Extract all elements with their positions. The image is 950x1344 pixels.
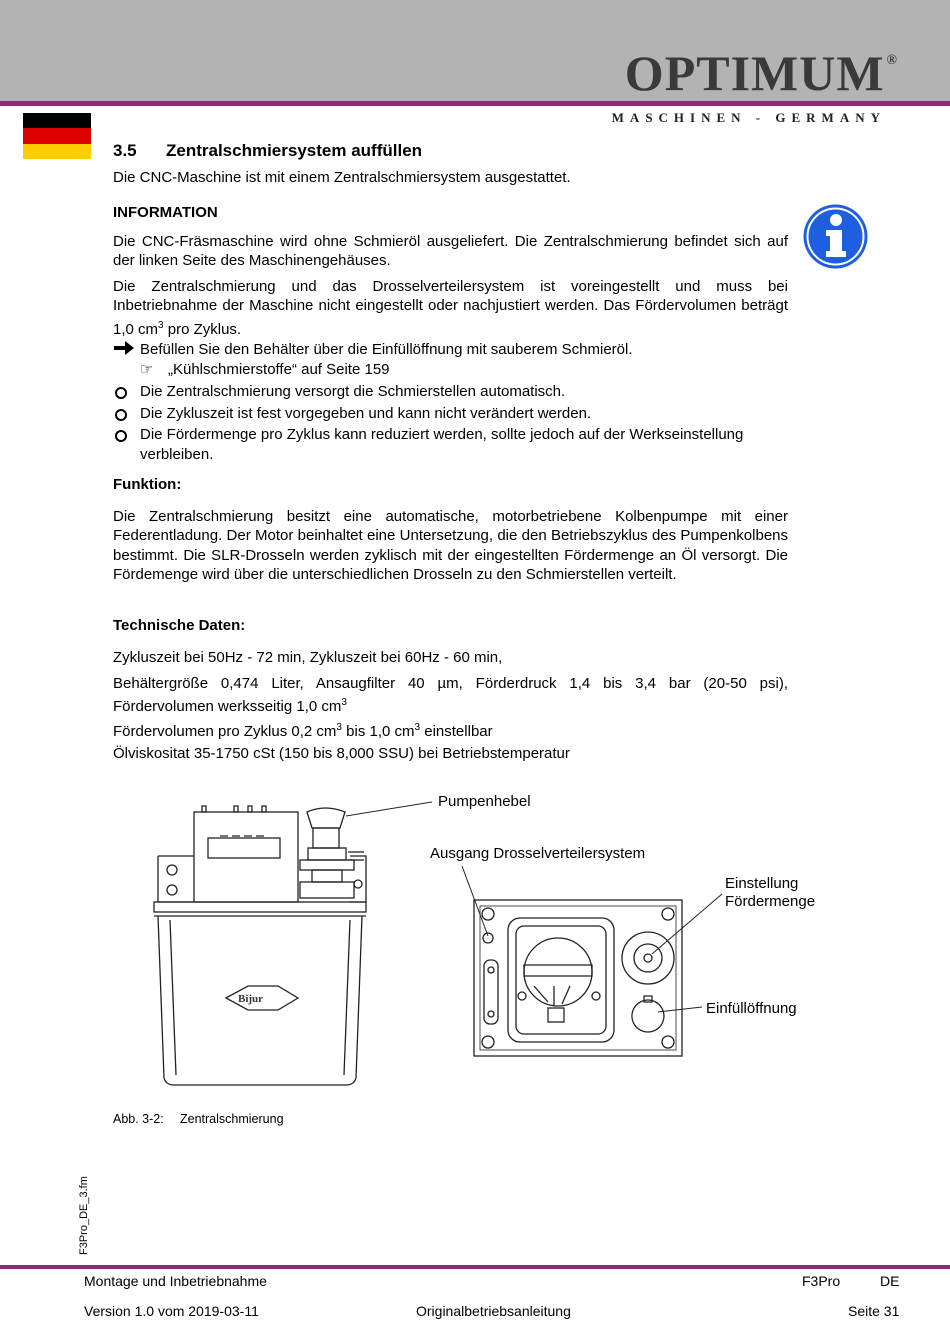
label-einfuelloeffnung: Einfüllöffnung: [706, 1000, 797, 1017]
caption-text: Zentralschmierung: [180, 1112, 284, 1126]
footer-doc-type: Originalbetriebsanleitung: [416, 1303, 571, 1319]
figure-caption: [113, 1112, 284, 1126]
label-pumpenhebel: Pumpenhebel: [438, 793, 531, 810]
footer-page-number: Seite 31: [848, 1303, 900, 1319]
footer-rule: [0, 1265, 950, 1269]
pump-unit-drawing: [154, 806, 366, 1085]
pointing-hand-icon: ☞: [140, 360, 154, 378]
cross-reference[interactable]: ☞ „Kühlschmierstoffe“ auf Seite 159: [140, 360, 390, 378]
leader-line-einstellung: [652, 894, 722, 954]
leader-line-einfuell: [658, 1007, 702, 1012]
header-rule: [0, 101, 950, 106]
brand-tagline: MASCHINEN - GERMANY: [611, 110, 886, 125]
information-paragraph-1: Die CNC-Fräsmaschine wird ohne Schmieröl ausgeliefert. Die Zentralschmierung befindet sich auf der linken Seite des Maschinengehäuses.: [113, 233, 788, 270]
valve-panel-drawing: [474, 900, 682, 1056]
funktion-heading: Funktion:: [113, 476, 182, 493]
section-title: Zentralschmiersystem auffüllen: [166, 141, 423, 160]
list-item: Die Fördermenge pro Zyklus kann reduziert werden, sollte jedoch auf der Werkseinstellung verbleiben.: [113, 425, 788, 464]
funktion-text: Die Zentralschmierung besitzt eine automatische, motorbetriebene Kolbenpumpe mit einer Federentladung. Der Motor beinhaltet eine Untersetzung, die den Betriebszyklus des Pumpenkolbens bestimmt. Die SLR-Drosseln werden zyklisch mit der eingestellten Fördermenge an Öl versorgt. Die Fördemenge wird über die unterschiedlichen Drosseln zu den Schmierstellen verteilt.: [113, 508, 788, 583]
action-item: Befüllen Sie den Behälter über die Einfüllöffnung mit sauberem Schmieröl.: [113, 340, 788, 360]
label-einstellung-2: Fördermenge: [725, 893, 816, 910]
label-ausgang: Ausgang Drosselverteilersystem: [430, 845, 646, 862]
lubrication-diagram: [150, 790, 830, 1100]
footer-language: DE: [880, 1273, 900, 1289]
footer-model: F3Pro: [802, 1273, 841, 1289]
arrow-right-icon: [113, 340, 137, 362]
list-item: Die Zentralschmierung versorgt die Schmierstellen automatisch.: [113, 382, 788, 402]
tech-line-4: Ölviskositat 35-1750 cSt (150 bis 8,000 SSU) bei Betriebstemperatur: [113, 745, 570, 762]
list-item: Die Zykluszeit ist fest vorgegeben und kann nicht verändert werden.: [113, 404, 788, 424]
section-heading: [113, 141, 422, 161]
bullet-circle-icon: [113, 382, 137, 405]
brand-logo: OPTIMUM ®: [624, 45, 898, 101]
information-label: INFORMATION: [113, 204, 218, 221]
footer-chapter: Montage und Inbetriebnahme: [84, 1273, 267, 1289]
tech-line-3: Fördervolumen pro Zyklus 0,2 $cm^3$ bis 1,0 $cm^3$ einstellbar: [113, 722, 493, 740]
tech-line-2: Behältergröße 0,474 Liter, Ansaugfilter 40 µm, Förderdruck 1,4 bis 3,4 bar (20-50 psi), Fördervolumen werksseitig 1,0 $cm^3$: [113, 675, 788, 716]
info-icon: [802, 203, 869, 270]
bullet-circle-icon: [113, 404, 137, 427]
label-einstellung-1: Einstellung: [725, 875, 799, 892]
technische-daten-heading: Technische Daten:: [113, 617, 246, 634]
leader-line-pumpenhebel: [346, 802, 432, 816]
instruction-list: [113, 340, 788, 464]
caption-number: Abb. 3-2:: [113, 1112, 164, 1126]
german-flag-icon: [23, 113, 91, 159]
section-intro: Die CNC-Maschine ist mit einem Zentralschmiersystem ausgestattet.: [113, 169, 571, 186]
leader-line-ausgang: [462, 866, 488, 936]
source-file-label: F3Pro_DE_3.fm: [78, 1176, 90, 1255]
section-number: 3.5: [113, 141, 137, 160]
svg-text:Bijur: Bijur: [238, 993, 264, 1005]
bullet-circle-icon: [113, 425, 137, 448]
tech-line-1: Zykluszeit bei 50Hz - 72 min, Zykluszeit bei 60Hz - 60 min,: [113, 649, 503, 666]
footer-version: Version 1.0 vom 2019-03-11: [84, 1303, 259, 1319]
information-paragraph-2: Die Zentralschmierung und das Drosselverteilersystem ist voreingestellt und muss bei Inbetriebnahme der Maschine nicht eingestellt oder nachjustiert werden. Das Fördervolumen beträgt 1,0 $cm^3$ pro Zyklus.: [113, 278, 788, 338]
